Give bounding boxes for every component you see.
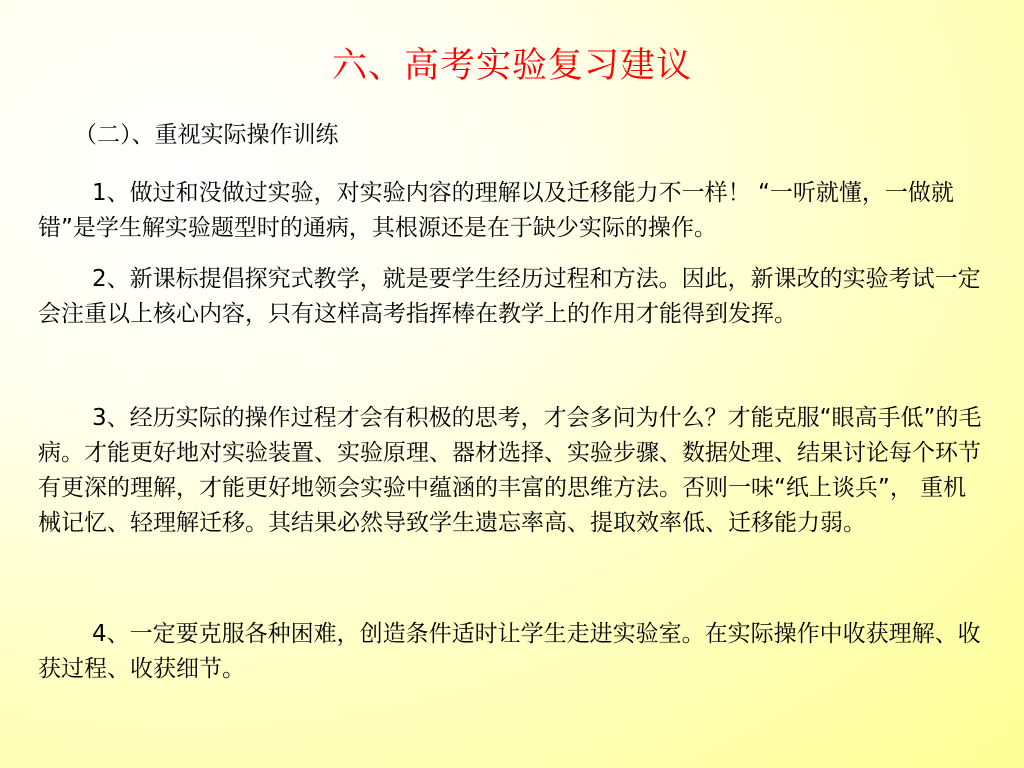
section-heading: （二）、重视实际操作训练 [74,122,339,148]
paragraph-2: 2、新课标提倡探究式教学，就是要学生经历过程和方法。因此，新课改的实验考试一定会注重以上核心内容，只有这样高考指挥棒在教学上的作用才能得到发挥。 [38,266,981,327]
paragraph-3: 3、经历实际的操作过程才会有积极的思考，才会多问为什么？才能克服“眼高手低”的毛病。才能更好地对实验装置、实验原理、器材选择、实验步骤、数据处理、结果讨论每个环节有更深的理解，才能更好地领会实验中蕴涵的丰富的思维方法。否则一味“纸上谈兵”， 重机械记忆、轻理解迁移。其结果必然导致学生遗忘率高、提取效率低、迁移能力弱。 [38,405,982,536]
slide-title: 六、高考实验复习建议 [331,46,692,86]
paragraph-1: 1、做过和没做过实验，对实验内容的理解以及迁移能力不一样！ “一听就懂，一做就错”是学生解实验题型时的通病，其根源还是在于缺少实际的操作。 [38,180,954,241]
paragraph-4: 4、一定要克服各种困难，创造条件适时让学生走进实验室。在实际操作中收获理解、收获过程、收获细节。 [38,621,981,682]
